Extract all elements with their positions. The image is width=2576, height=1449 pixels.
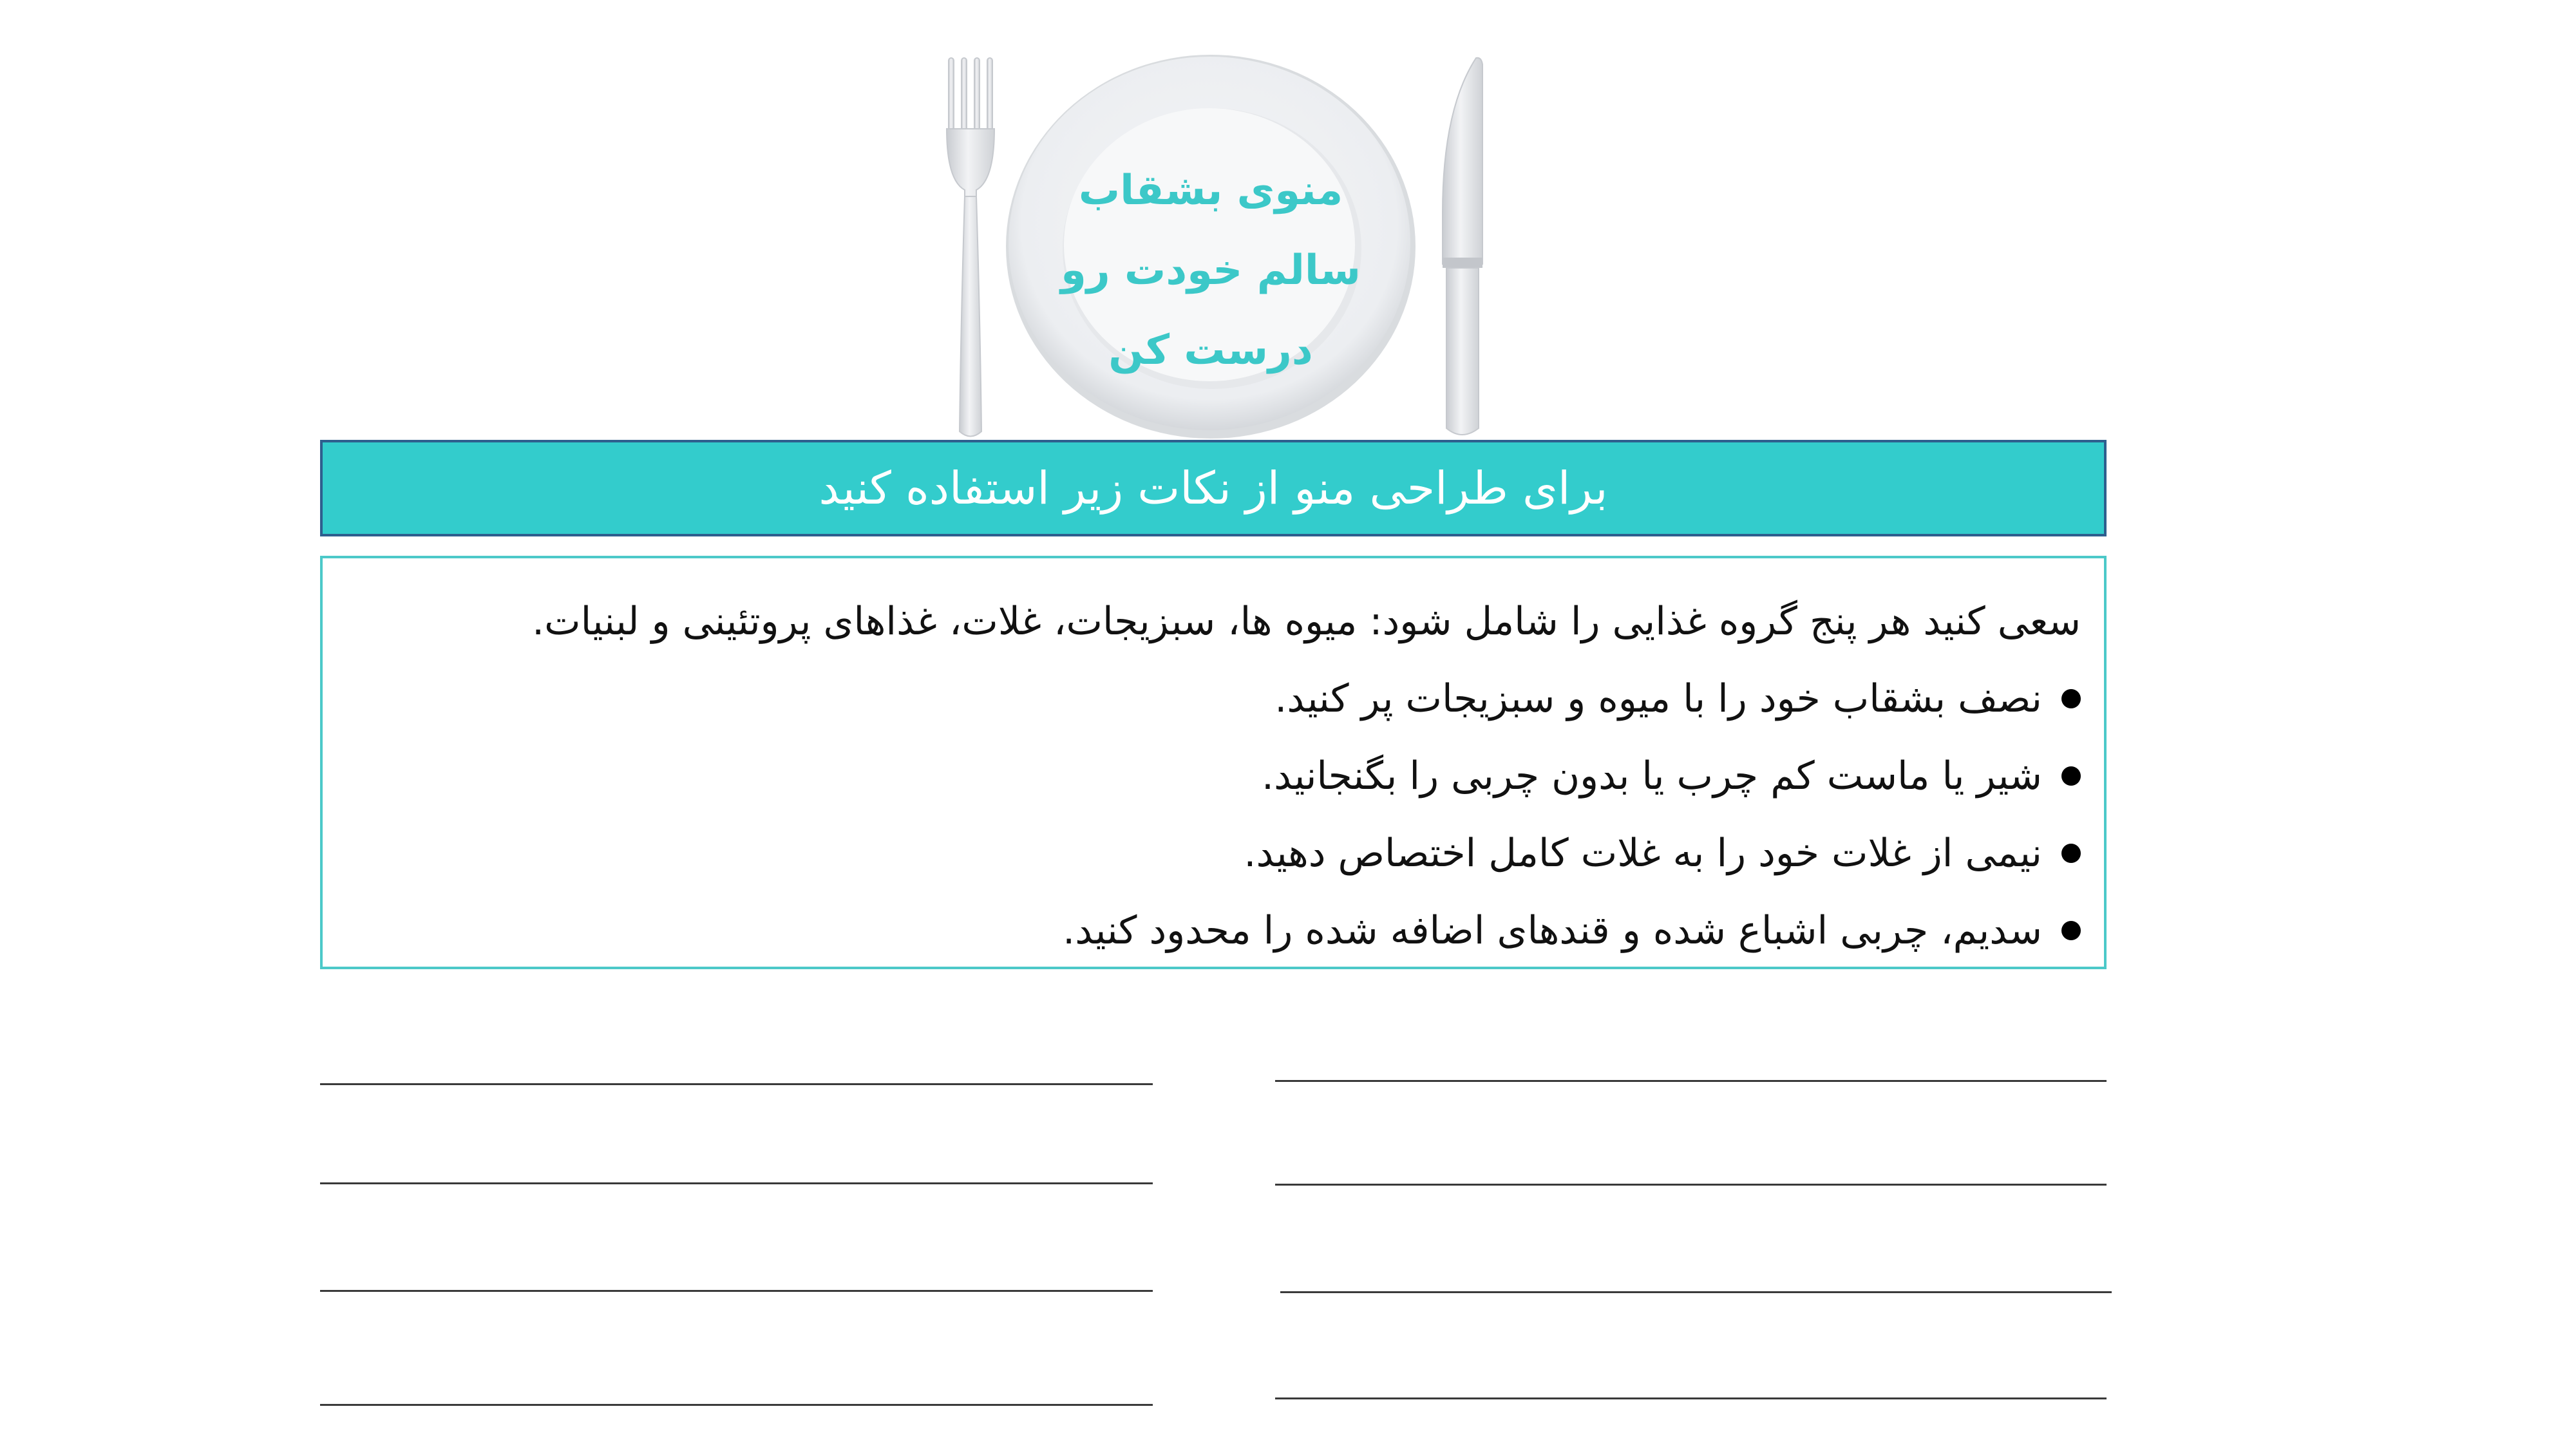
tips-list [346,660,2081,969]
plate-illustration [927,52,1520,444]
tip-item [346,892,2081,969]
plate-title-line-2: سالم خودت رو [1061,247,1361,294]
knife-icon [1443,58,1482,435]
fork-icon [947,58,994,437]
tip-item [346,815,2081,892]
tip-text: نصف بشقاب خود را با میوه و سبزیجات پر کنید. [1274,676,2042,721]
writing-line [1280,1291,2112,1293]
tip-text: شیر یا ماست کم چرب یا بدون چربی را بگنجانید. [1262,753,2042,799]
writing-line [320,1182,1153,1184]
writing-line [320,1083,1153,1085]
bullet-icon [2061,766,2081,786]
plate-title [1056,129,1365,412]
writing-line [320,1404,1153,1406]
tip-text: نیمی از غلات خود را به غلات کامل اختصاص دهید. [1244,831,2042,876]
writing-line [1275,1397,2107,1399]
plate-title-line-1: منوی بشقاب [1078,167,1343,214]
tips-intro: سعی کنید هر پنج گروه غذایی را شامل شود: میوه ها، سبزیجات، غلات، غذاهای پروتئینی و لبنیات. [532,599,2081,644]
bullet-icon [2061,921,2081,940]
banner-text: برای طراحی منو از نکات زیر استفاده کنید [819,462,1608,515]
tip-item [346,660,2081,737]
bullet-icon [2061,844,2081,863]
writing-line [1275,1080,2107,1082]
plate-title-line-3: درست کن [1108,327,1313,374]
tip-text: سدیم، چربی اشباع شده و قندهای اضافه شده را محدود کنید. [1063,908,2042,953]
instructions-banner [320,440,2107,536]
writing-line [1275,1184,2107,1186]
writing-line [320,1290,1153,1292]
tip-item [346,737,2081,815]
bullet-icon [2061,689,2081,708]
tips-box [320,556,2107,969]
